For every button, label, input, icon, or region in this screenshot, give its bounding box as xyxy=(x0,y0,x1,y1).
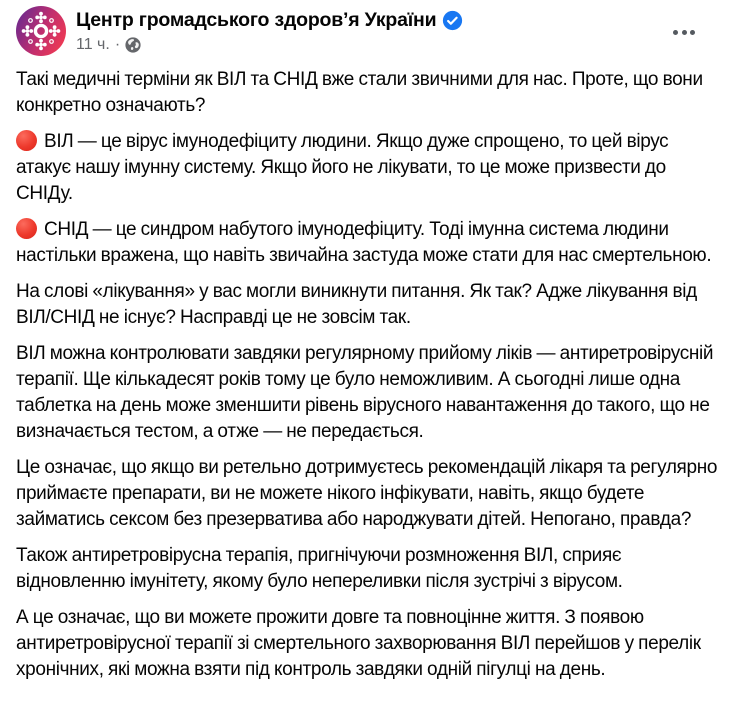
globe-public-icon xyxy=(125,37,141,53)
red-circle-emoji-icon xyxy=(16,218,37,239)
more-options-icon xyxy=(682,30,687,35)
page-name-row xyxy=(76,9,463,32)
post-paragraph: ВІЛ — це вірус імунодефіциту людини. Якщо дуже спрощено, то цей вірус атакує нашу імунну систему. Якщо його не лікувати, то це може призвести до СНІДу. xyxy=(16,131,669,204)
post-meta-row xyxy=(76,36,463,54)
more-options-icon xyxy=(690,30,695,35)
page-name-link[interactable]: Центр громадського здоров’я України xyxy=(76,9,437,31)
more-options-button[interactable] xyxy=(666,18,702,46)
post-paragraph: На слові «лікування» у вас могли виникнути питання. Як так? Адже лікування від ВІЛ/СНІД не існує? Насправді це не зовсім так. xyxy=(16,281,697,328)
post-paragraph: СНІД — це синдром набутого імунодефіциту. Тоді імунна система людини настільки вражена, що навіть звичайна застуда може стати для нас смертельною. xyxy=(16,219,712,266)
post-paragraph: А це означає, що ви можете прожити довге та повноцінне життя. З появою антиретровірусної терапії зі смертельного захворювання ВІЛ перейшов у перелік хронічних, які можна взяти під контроль завдяки одній пігулці на день. xyxy=(16,607,701,680)
post-paragraph: Це означає, що якщо ви ретельно дотримуєтесь рекомендацій лікаря та регулярно приймаєте препарати, ви не можете нікого інфікувати, навіть, якщо будете займатись сексом без презерватива або народжувати дітей. Непогано, правда? xyxy=(16,457,718,530)
page-avatar[interactable] xyxy=(16,6,66,56)
post-body xyxy=(16,67,721,683)
more-options-icon xyxy=(673,30,678,35)
post-header-text xyxy=(76,6,463,54)
public-health-center-logo-icon xyxy=(16,6,66,56)
verified-checkmark-icon xyxy=(442,10,463,31)
meta-separator: · xyxy=(114,36,121,53)
post-header xyxy=(16,0,721,56)
post-timestamp[interactable]: 11 ч. xyxy=(76,36,110,53)
post-paragraph: ВІЛ можна контролювати завдяки регулярному прийому ліків — антиретровірусній терапії. Ще кількадесят років тому це було неможливим. А сьогодні лише одна таблетка на день може зменшити рівень вірусного навантаження до такого, що не визначається тестом, а отже — не передається. xyxy=(16,343,714,442)
post-paragraph: Такі медичні терміни як ВІЛ та СНІД вже стали звичними для нас. Проте, що вони конкретно означають? xyxy=(16,69,703,116)
red-circle-emoji-icon xyxy=(16,130,37,151)
post-paragraph: Також антиретровірусна терапія, пригнічуючи розмноження ВІЛ, сприяє відновленню імунітету, якому було непереливки після зустрічі з вірусом. xyxy=(16,545,623,592)
